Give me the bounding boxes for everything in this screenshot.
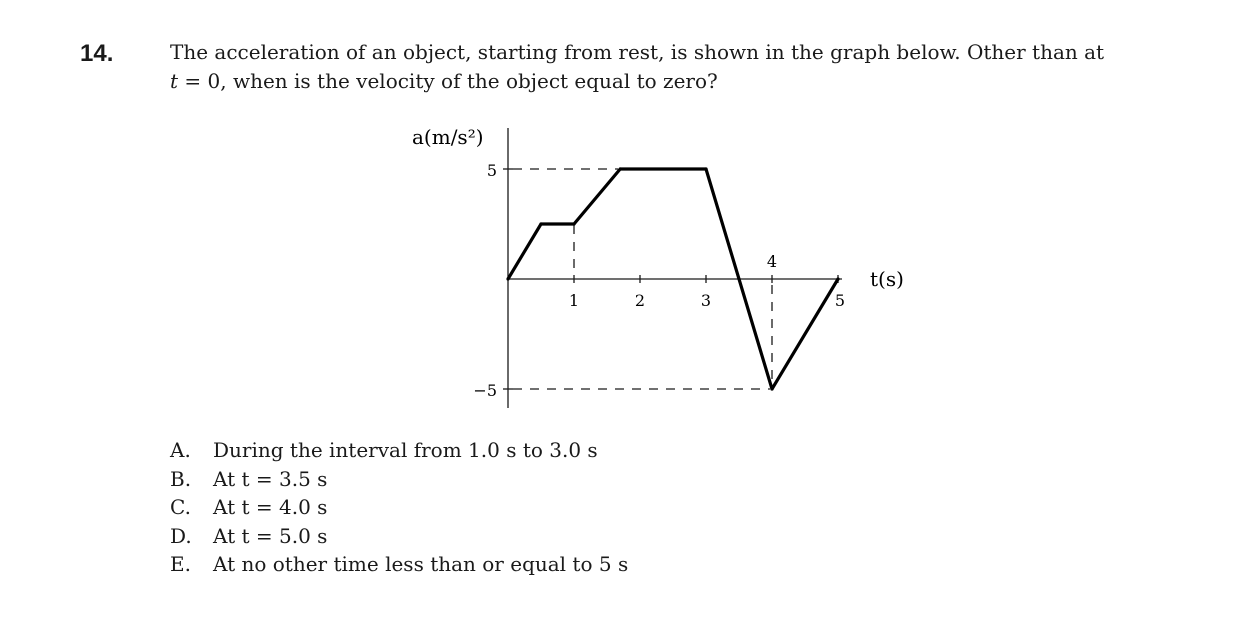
choice-d[interactable] <box>170 522 628 551</box>
choice-letter: E. <box>170 552 191 576</box>
y-tick-label-5: 5 <box>486 161 497 180</box>
x-axis-label: t(s) <box>870 267 904 291</box>
choice-text: At t = 4.0 s <box>213 495 328 519</box>
x-tick-label-4: 4 <box>766 252 778 271</box>
data-point <box>506 277 509 280</box>
question-line-2-rest: = 0, when is the velocity of the object equal to zero? <box>178 69 718 93</box>
data-point <box>619 167 622 170</box>
choice-letter: D. <box>170 523 192 548</box>
choice-c[interactable] <box>170 493 628 522</box>
x-tick-label-2: 2 <box>634 291 646 310</box>
data-point <box>539 222 542 225</box>
y-axis-label: a(m/s²) <box>412 125 484 149</box>
choice-letter: B. <box>170 466 192 491</box>
data-point <box>572 222 575 225</box>
choice-text: At t = 3.5 s <box>213 466 328 491</box>
choice-a[interactable] <box>170 436 628 465</box>
choice-text: During the interval from 1.0 s to 3.0 s <box>213 438 598 462</box>
x-tick-label-3: 3 <box>700 291 712 310</box>
choice-e[interactable] <box>170 550 628 579</box>
question-line-1: The acceleration of an object, starting from rest, is shown in the graph below. Other than at <box>170 40 1105 64</box>
choice-text: At no other time less than or equal to 5 s <box>213 552 629 576</box>
choice-letter: A. <box>170 438 191 462</box>
choice-text: At t = 5.0 s <box>213 523 328 548</box>
data-point <box>704 167 707 170</box>
data-point <box>836 277 839 280</box>
choice-letter: C. <box>170 495 191 519</box>
x-tick-label-1: 1 <box>568 291 580 310</box>
x-tick-label-5: 5 <box>834 291 846 310</box>
choice-b[interactable] <box>170 465 628 494</box>
data-point <box>770 387 773 390</box>
answer-choices <box>170 436 628 579</box>
time-variable: t <box>170 69 179 93</box>
question-number: 14. <box>80 40 114 67</box>
y-tick-label-minus-5: −5 <box>473 381 497 400</box>
